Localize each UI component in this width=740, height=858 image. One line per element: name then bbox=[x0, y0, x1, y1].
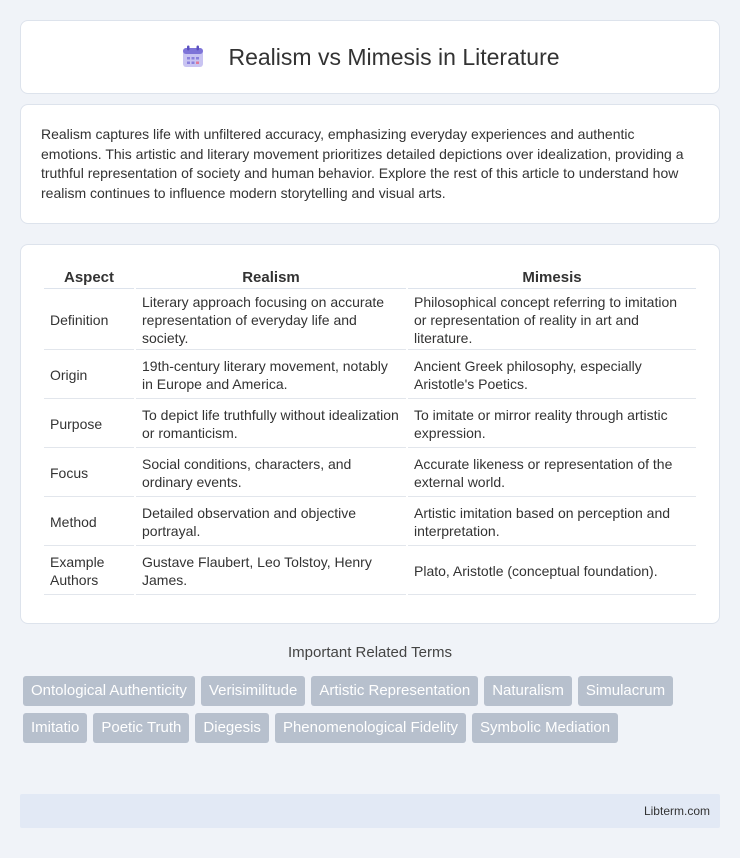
term-tag[interactable]: Diegesis bbox=[195, 713, 269, 743]
term-tag[interactable]: Symbolic Mediation bbox=[472, 713, 618, 743]
footer bbox=[20, 794, 720, 828]
row-realism: Detailed observation and objective portrayal. bbox=[136, 499, 406, 546]
row-mimesis: Accurate likeness or representation of the external world. bbox=[408, 450, 696, 497]
footer-site-link[interactable]: Libterm.com bbox=[643, 804, 710, 818]
related-terms-title: Important Related Terms bbox=[288, 644, 452, 661]
row-realism: Gustave Flaubert, Leo Tolstoy, Henry James. bbox=[136, 548, 406, 595]
comparison-table bbox=[42, 265, 698, 597]
related-terms-list bbox=[23, 676, 723, 750]
header-mimesis: Mimesis bbox=[408, 267, 696, 289]
term-tag[interactable]: Phenomenological Fidelity bbox=[275, 713, 466, 743]
row-realism: Literary approach focusing on accurate representation of everyday life and society. bbox=[136, 291, 406, 350]
row-mimesis: Philosophical concept referring to imitation or representation of reality in art and literature. bbox=[408, 291, 696, 350]
row-aspect: Example Authors bbox=[44, 548, 134, 595]
table-row bbox=[44, 450, 696, 497]
table-row bbox=[44, 291, 696, 350]
calendar-icon bbox=[180, 44, 206, 70]
term-tag[interactable]: Simulacrum bbox=[578, 676, 673, 706]
term-tag[interactable]: Artistic Representation bbox=[311, 676, 478, 706]
table-row bbox=[44, 499, 696, 546]
row-realism: 19th-century literary movement, notably in Europe and America. bbox=[136, 352, 406, 399]
table-row bbox=[44, 401, 696, 448]
term-tag[interactable]: Poetic Truth bbox=[93, 713, 189, 743]
header-aspect: Aspect bbox=[44, 267, 134, 289]
title-card bbox=[20, 20, 720, 94]
table-row bbox=[44, 548, 696, 595]
term-tag[interactable]: Ontological Authenticity bbox=[23, 676, 195, 706]
row-mimesis: Ancient Greek philosophy, especially Aristotle's Poetics. bbox=[408, 352, 696, 399]
row-aspect: Purpose bbox=[44, 401, 134, 448]
table-row bbox=[44, 352, 696, 399]
row-realism: To depict life truthfully without idealization or romanticism. bbox=[136, 401, 406, 448]
row-aspect: Origin bbox=[44, 352, 134, 399]
page-title: Realism vs Mimesis in Literature bbox=[228, 43, 560, 70]
row-aspect: Focus bbox=[44, 450, 134, 497]
row-realism: Social conditions, characters, and ordinary events. bbox=[136, 450, 406, 497]
intro-paragraph: Realism captures life with unfiltered accuracy, emphasizing everyday experiences and authentic emotions. This artistic and literary movement prioritizes detailed depictions over idealization, providing a truthful representation of society and human behavior. Explore the rest of this article to understand how realism continues to influence modern storytelling and visual arts. bbox=[41, 126, 684, 201]
row-mimesis: Plato, Aristotle (conceptual foundation). bbox=[408, 548, 696, 595]
row-aspect: Method bbox=[44, 499, 134, 546]
row-aspect: Definition bbox=[44, 291, 134, 350]
row-mimesis: Artistic imitation based on perception and interpretation. bbox=[408, 499, 696, 546]
term-tag[interactable]: Verisimilitude bbox=[201, 676, 305, 706]
comparison-card bbox=[20, 244, 720, 624]
table-header-row bbox=[44, 267, 696, 289]
intro-card bbox=[20, 104, 720, 224]
term-tag[interactable]: Imitatio bbox=[23, 713, 87, 743]
header-realism: Realism bbox=[136, 267, 406, 289]
term-tag[interactable]: Naturalism bbox=[484, 676, 572, 706]
row-mimesis: To imitate or mirror reality through artistic expression. bbox=[408, 401, 696, 448]
